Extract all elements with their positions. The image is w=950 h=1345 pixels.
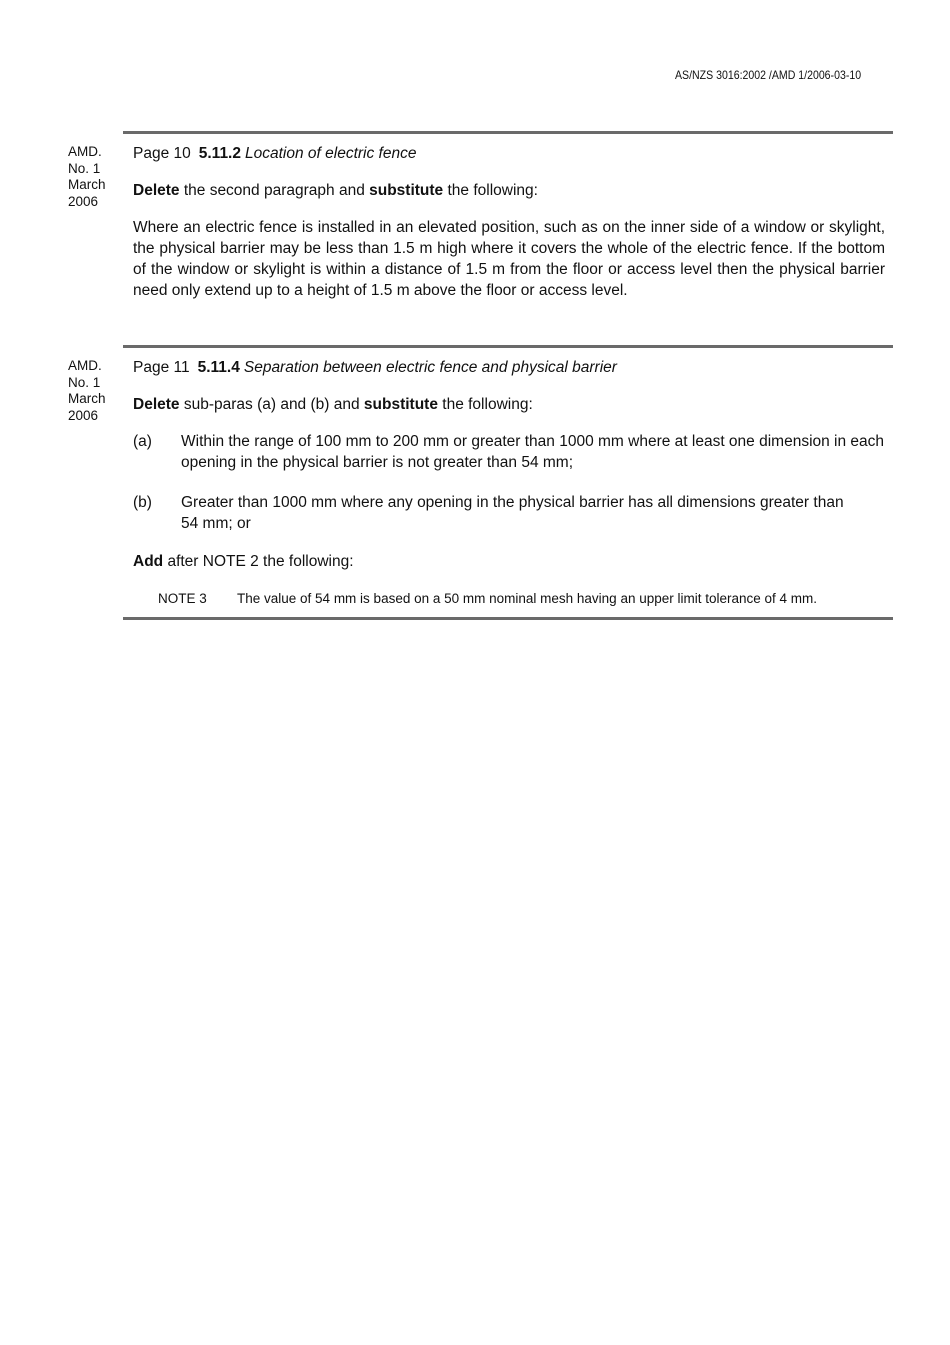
clause-title: Separation between electric fence and physical barrier [243, 359, 617, 376]
side-tag-line: AMD. [68, 358, 102, 373]
replacement-paragraph: Where an electric fence is installed in an elevated position, such as on the inner side of a window or skylight, the physical barrier may be less than 1.5 m high where it covers the whole of the electric fence. If the bottom of the window or skylight is within a distance of 1.5 m from the floor or access level then the physical barrier need only extend up to a height of 1.5 m above the floor or access level. [133, 219, 885, 299]
page-ref: Page 10 [133, 145, 191, 162]
list-text: Within the range of 100 mm to 200 mm or greater than 1000 mm where at least one dimension in each opening in the physical barrier is not greater than 54 mm; [181, 433, 885, 471]
clause-number: 5.11.2 [198, 145, 241, 162]
instruction-verb-delete: Delete [133, 396, 180, 413]
instruction-line [133, 394, 885, 415]
side-tag-line: March [68, 391, 106, 406]
instruction-text: sub-paras (a) and (b) and [179, 396, 364, 413]
amendment-content [133, 143, 885, 301]
amendment-side-tag [68, 144, 123, 210]
instruction-verb-add: Add [133, 553, 164, 570]
list-label: (b) [133, 494, 152, 511]
page-ref: Page 11 [133, 359, 190, 376]
list-text [181, 492, 885, 534]
side-tag-line: No. 1 [68, 374, 101, 390]
clause-number: 5.11.4 [197, 359, 240, 376]
document-reference: AS/NZS 3016:2002 /AMD 1/2006-03-10 [675, 68, 862, 82]
list-item-a [133, 431, 885, 473]
side-tag-line: No. 1 [68, 160, 101, 176]
add-instruction [133, 551, 885, 572]
clause-heading [133, 143, 885, 164]
list-item-b [133, 492, 885, 534]
top-rule [123, 345, 893, 348]
side-tag-line: AMD. [68, 144, 102, 159]
amendment-side-tag [68, 358, 123, 424]
bottom-rule [123, 617, 893, 620]
instruction-verb-substitute: substitute [369, 182, 444, 199]
note-label: NOTE 3 [158, 591, 207, 606]
instruction-text: the following: [443, 182, 538, 199]
top-rule [123, 131, 893, 134]
instruction-text: the second paragraph and [179, 182, 370, 199]
instruction-text: after NOTE 2 the following: [163, 553, 354, 570]
instruction-verb-substitute: substitute [363, 396, 438, 413]
side-tag-line: 2006 [68, 407, 99, 423]
instruction-verb-delete: Delete [133, 182, 180, 199]
instruction-text: the following: [437, 396, 533, 413]
clause-heading [133, 357, 885, 378]
list-text-line: Greater than 1000 mm where any opening in the physical barrier has all dimensions greater than [181, 494, 844, 511]
note-text: The value of 54 mm is based on a 50 mm nominal mesh having an upper limit tolerance of 4 mm. [237, 591, 818, 606]
list-text-line: 54 mm; or [181, 515, 251, 532]
list-label: (a) [133, 433, 152, 450]
amendment-content [133, 357, 885, 608]
instruction-line [133, 180, 885, 201]
side-tag-line: 2006 [68, 193, 99, 209]
clause-title: Location of electric fence [245, 145, 417, 162]
note-3 [158, 590, 885, 608]
side-tag-line: March [68, 177, 106, 192]
